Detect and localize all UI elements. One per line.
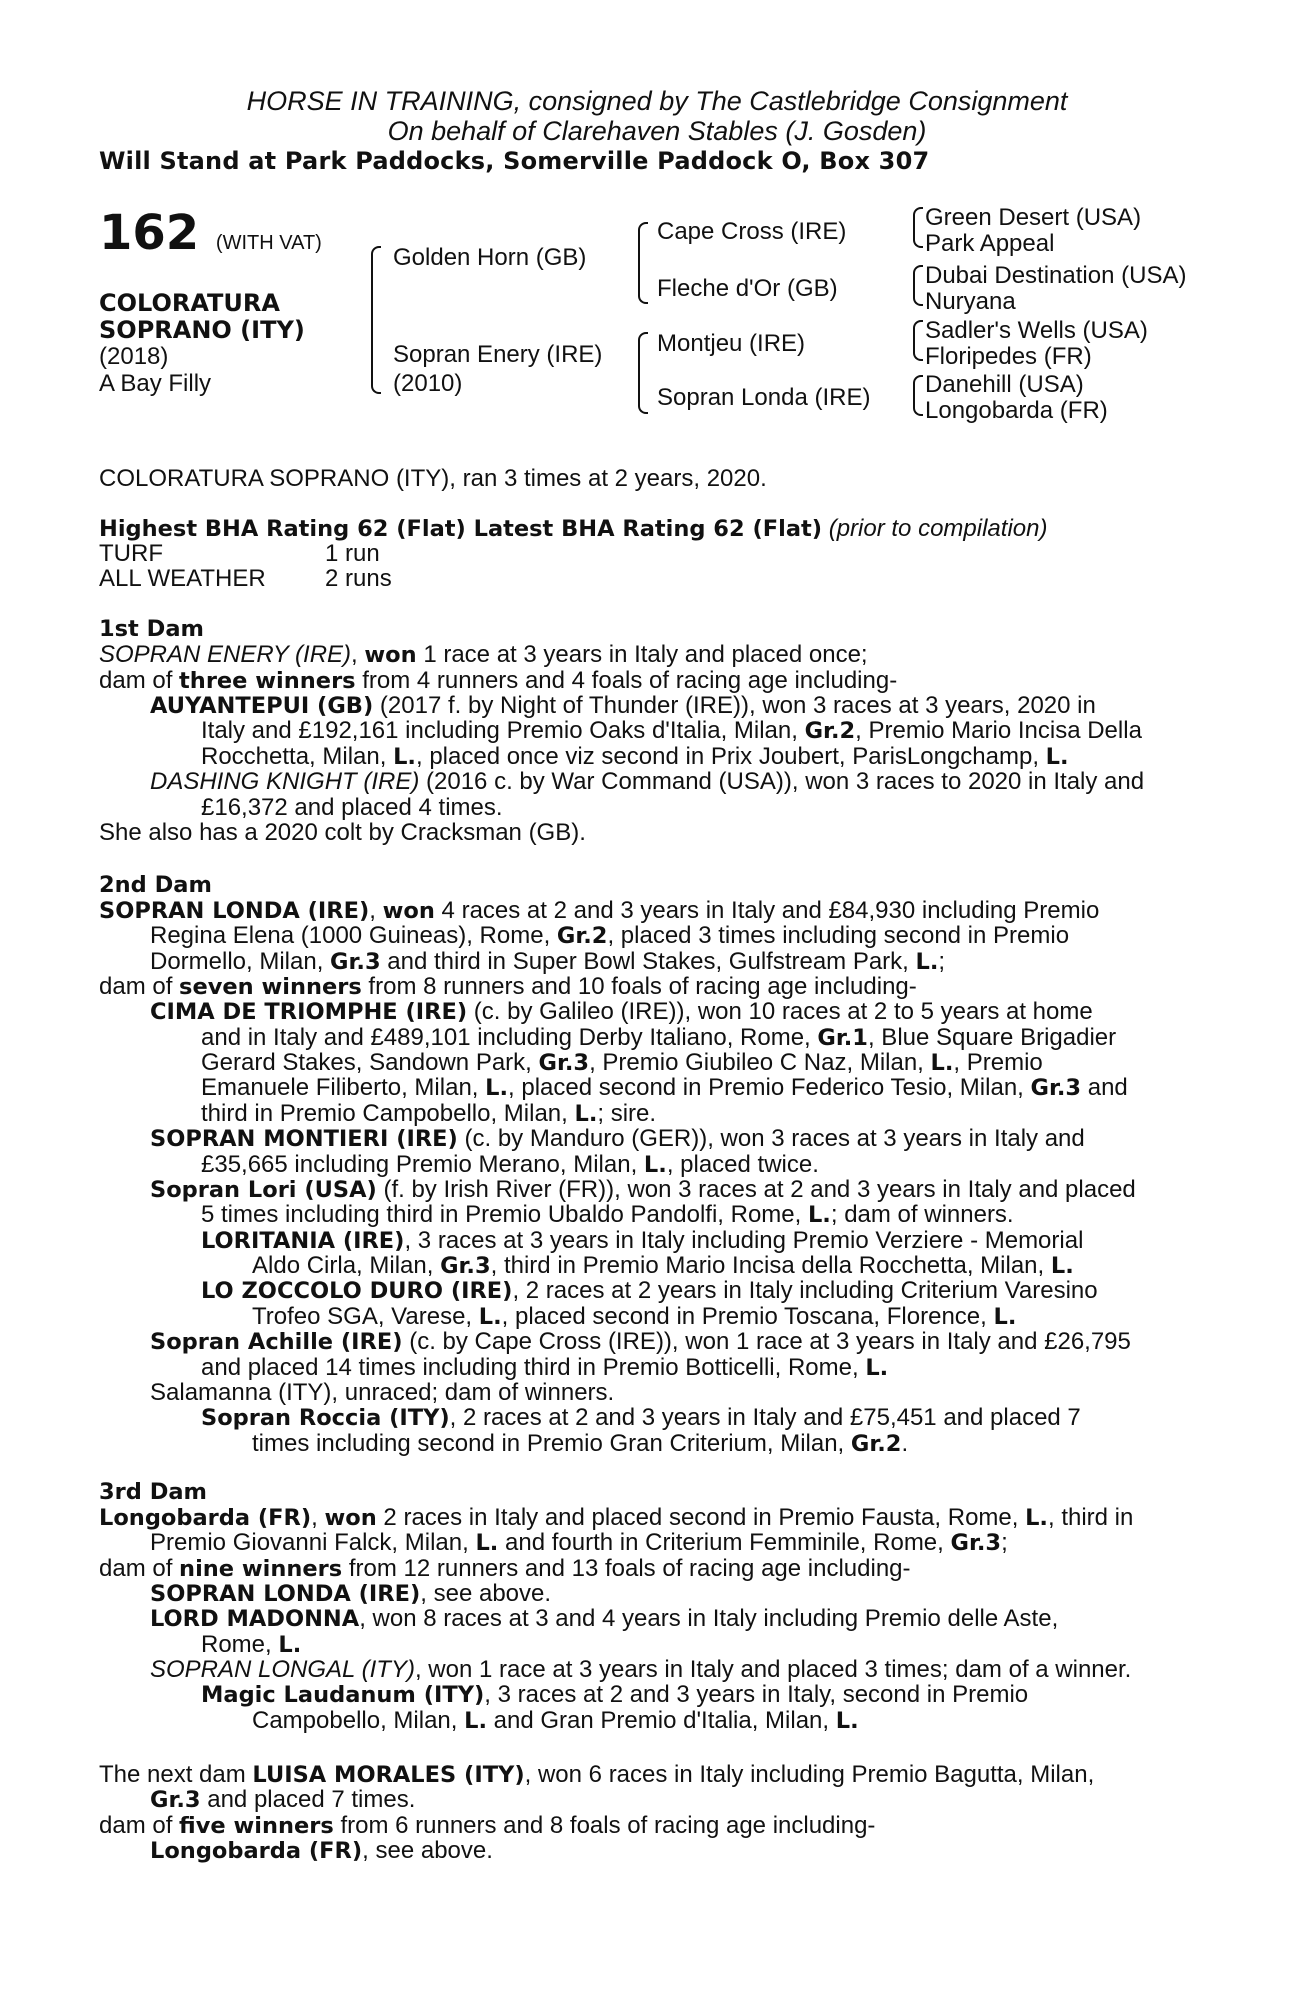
text-span: (2016 c. by War Command (USA)), won 3 races to 2020 in Italy and [419,768,1145,795]
text-span: dam of [99,1555,180,1582]
sire: Golden Horn (GB) [393,244,587,271]
text-line [201,1202,1014,1229]
sire-sire: Cape Cross (IRE) [657,218,847,245]
next-dam-line [99,1762,1094,1789]
text-span: SOPRAN MONTIERI (IRE) [150,1126,458,1152]
text-span: SOPRAN LONDA (IRE) [150,1581,421,1607]
brace-ss [913,207,923,248]
text-span: from 12 runners and 13 foals of racing age including- [342,1555,911,1582]
text-span: third in Premio Campobello, Milan, [201,1100,575,1127]
text-span: LORD MADONNA [150,1606,360,1632]
text-span: , see above. [420,1580,552,1607]
text-span: (2017 f. by Night of Thunder (IRE)), won 3 races at 3 years, 2020 in [373,692,1096,719]
produce-entry [150,1177,1136,1204]
text-span: Rocchetta, Milan, [201,743,394,770]
text-span: , 3 races at 2 and 3 years in Italy, second in Premio [484,1681,1029,1708]
text-span: , placed second in Premio Federico Tesio, Milan, [508,1074,1031,1101]
text-span: from 6 runners and 8 foals of racing age including- [333,1812,876,1839]
text-span: L. [478,1304,502,1330]
produce-entry [150,1606,1058,1633]
text-span: . [901,1430,909,1457]
rating-note: (prior to compilation) [828,515,1048,542]
text-line [150,949,945,976]
first-dam-line [99,642,868,669]
text-line [201,1050,1043,1077]
text-span: LO ZOCCOLO DURO (IRE) [201,1278,513,1304]
sire-dam: Fleche d'Or (GB) [657,275,838,302]
text-span: Dormello, Milan, [150,948,331,975]
text-span: SOPRAN LONGAL (ITY) [150,1656,415,1683]
brace-sd [913,265,923,306]
text-span: , 2 races at 2 years in Italy including Criterium Varesino [512,1277,1098,1304]
text-span: Sopran Roccia (ITY) [201,1405,450,1431]
text-span: , [351,641,365,668]
text-span: Premio Giovanni Falck, Milan, [150,1529,476,1556]
text-span: Gr.3 [150,1787,201,1813]
dam-dam-sire: Danehill (USA) [925,371,1084,398]
text-span: and in Italy and £489,101 including Derby Italiano, Rome, [201,1024,818,1051]
text-line [99,1556,911,1583]
sire-sire-dam: Park Appeal [925,230,1055,257]
text-span: LUISA MORALES (ITY) [252,1762,525,1788]
text-span: , placed 3 times including second in Premio [607,922,1070,949]
text-span: L. [464,1708,487,1734]
text-span: five winners [179,1813,334,1839]
text-span: Longobarda (FR) [99,1505,312,1531]
dam-sire: Montjeu (IRE) [657,330,806,357]
bha-rating [99,515,1047,543]
text-span: L. [485,1075,509,1101]
text-span: Sopran Achille (IRE) [150,1329,403,1355]
text-span: , Premio Giubileo C Naz, Milan, [589,1049,931,1076]
text-span: (c. by Galileo (IRE)), won 10 races at 2 to 5 years at home [467,998,1093,1025]
text-span: Gr.3 [950,1530,1002,1556]
dam-dam-dam: Longobarda (FR) [925,397,1108,424]
text-span: times including second in Premio Gran Criterium, Milan, [252,1430,851,1457]
produce-entry [201,1405,1081,1432]
text-span: (c. by Manduro (GER)), won 3 races at 3 years in Italy and [457,1125,1085,1152]
dam-brace [638,332,648,414]
text-span: The next dam [99,1761,253,1788]
sire-sire-sire: Green Desert (USA) [925,204,1142,231]
text-line [99,1813,875,1840]
text-span: Gr.2 [804,718,856,744]
text-span: £35,665 including Premio Merano, Milan, [201,1151,644,1178]
text-line [252,1708,859,1735]
text-span: , Premio [953,1049,1043,1076]
horse-year: (2018) [99,343,169,370]
sire-dam-dam: Nuryana [925,288,1016,315]
text-span: from 4 runners and 4 foals of racing age including- [355,667,898,694]
produce-entry [150,999,1093,1026]
text-span: Regina Elena (1000 Guineas), Rome, [150,922,557,949]
sire-dam-sire: Dubai Destination (USA) [925,262,1187,289]
text-span: Gerard Stakes, Sandown Park, [201,1049,539,1076]
section-heading: 3rd Dam [99,1479,207,1505]
text-span: Gr.3 [1030,1075,1082,1101]
text-span: ; [938,948,946,975]
section-heading: 2nd Dam [99,872,212,898]
text-span: and fourth in Criterium Femminile, Rome, [498,1529,951,1556]
text-span: ; [1001,1529,1008,1556]
horse-name-line2: SOPRANO (ITY) [99,316,305,344]
turf-label: TURF [99,540,163,567]
turf-value: 1 run [325,540,380,567]
section-heading: 1st Dam [99,616,204,642]
dam-year: (2010) [393,370,463,397]
text-span: Gr.3 [330,949,381,975]
text-span: and third in Super Bowl Stakes, Gulfstream Park, [380,948,916,975]
horse-description: A Bay Filly [99,370,212,397]
text-span: Trofeo SGA, Varese, [252,1303,479,1330]
text-span: L. [807,1202,831,1228]
text-span: from 8 runners and 10 foals of racing age including- [361,973,917,1000]
text-span: , Blue Square Brigadier [867,1024,1117,1051]
text-span: seven winners [179,974,362,1000]
text-span: (c. by Cape Cross (IRE)), won 1 race at 3 years in Italy and £26,795 [402,1328,1131,1355]
text-span: L. [475,1530,499,1556]
dam-name: SOPRAN ENERY (IRE) [99,641,352,668]
text-span: , 2 races at 2 and 3 years in Italy and £75,451 and placed 7 [449,1404,1081,1431]
text-span: DASHING KNIGHT (IRE) [150,768,420,795]
horse-name [99,290,305,344]
stand-location: Will Stand at Park Paddocks, Somerville Paddock O, Box 307 [99,147,930,175]
text-span: , placed once viz second in Prix Joubert, ParisLongchamp, [415,743,1046,770]
text-span: Rome, [201,1631,279,1658]
text-span: L. [865,1355,889,1381]
text-span: three winners [179,668,356,694]
sire-brace [638,222,648,304]
text-span: 1 race at 3 years in Italy and placed once; [416,641,868,668]
text-span: ; dam of winners. [830,1201,1014,1228]
text-span: CIMA DE TRIOMPHE (IRE) [150,999,468,1025]
first-dam-produce-line [99,668,897,695]
produce-entry [150,1329,1131,1356]
text-span: , see above. [362,1837,493,1864]
produce-entry-cont: £16,372 and placed 4 times. [201,794,503,821]
vat-note: (WITH VAT) [215,232,322,254]
text-span: Aldo Cirla, Milan, [252,1252,441,1279]
text-span: , [311,1504,325,1531]
text-line [201,1152,819,1179]
text-span: AUYANTEPUI (GB) [150,693,374,719]
text-span: L. [1045,744,1069,770]
text-span: won [382,898,435,924]
text-line [201,1101,656,1128]
text-span: Magic Laudanum (ITY) [201,1682,485,1708]
text-span: Gr.3 [440,1253,491,1279]
text-span: dam of [99,667,180,694]
text-line [99,974,917,1001]
text-span: ; sire. [597,1100,657,1127]
text-span: , third in [1047,1504,1134,1531]
produce-entry [150,1657,1131,1683]
text-span: , placed twice. [666,1151,819,1178]
text-span: (f. by Irish River (FR)), won 3 races at 2 and 3 years in Italy and placed [376,1176,1136,1203]
text-span: L. [643,1152,667,1178]
produce-entry [201,1228,1083,1255]
horse-details [99,343,211,397]
text-line [201,1025,1116,1052]
text-span: dam of [99,1812,180,1839]
text-span: won [364,642,417,668]
pedigree-brace [371,246,381,394]
dam: Sopran Enery (IRE) [393,341,603,368]
brace-dd [913,375,923,416]
text-span: L. [930,1050,954,1076]
text-span: , won 8 races at 3 and 4 years in Italy including Premio delle Aste, [359,1605,1059,1632]
produce-entry [150,1126,1085,1153]
text-line [150,1787,415,1814]
text-span: , won 6 races in Italy including Premio Bagutta, Milan, [524,1761,1095,1788]
horse-name-line1: COLORATURA [99,289,280,317]
also-note: She also has a 2020 colt by Cracksman (GB). [99,819,586,846]
text-line [201,1355,888,1382]
text-span: 5 times including third in Premio Ubaldo Pandolfi, Rome, [201,1201,808,1228]
text-span: Gr.2 [850,1431,902,1457]
text-span: 4 races at 2 and 3 years in Italy and £84,930 including Premio [434,897,1100,924]
text-line [201,1075,1128,1102]
produce-entry [201,1682,1028,1709]
produce-entry-cont [201,718,1142,745]
text-span: , third in Premio Mario Incisa della Rocchetta, Milan, [490,1252,1051,1279]
lot-number [99,205,322,261]
text-span: Emanuele Filiberto, Milan, [201,1074,486,1101]
aw-value: 2 runs [325,565,392,592]
produce-entry: Salamanna (ITY), unraced; dam of winners. [150,1379,615,1406]
text-line [252,1253,1074,1280]
produce-entry [150,1838,493,1865]
text-span: SOPRAN LONDA (IRE) [99,898,370,924]
bha-rating-text: Highest BHA Rating 62 (Flat) Latest BHA Rating 62 (Flat) [99,516,823,542]
brace-ds [913,320,923,361]
text-span: Gr.3 [538,1050,590,1076]
second-dam-line [99,898,1099,925]
text-span: LORITANIA (IRE) [201,1228,405,1254]
text-line [150,923,1069,950]
text-span: Italy and £192,161 including Premio Oaks d'Italia, Milan, [201,717,805,744]
produce-entry [150,1581,551,1608]
text-line [252,1304,1016,1331]
text-line [201,1632,301,1659]
text-span: and Gran Premio d'Italia, Milan, [487,1707,836,1734]
text-span: , [369,897,383,924]
text-span: L. [993,1304,1017,1330]
produce-entry-cont [201,744,1069,771]
on-behalf-line: On behalf of Clarehaven Stables (J. Gosden) [387,116,927,146]
text-span: L. [915,949,939,975]
dam-sire-dam: Floripedes (FR) [925,343,1092,370]
text-span: L. [835,1708,859,1734]
third-dam-line [99,1505,1133,1532]
text-span: nine winners [179,1556,343,1582]
consignor-line: HORSE IN TRAINING, consigned by The Castlebridge Consignment [246,86,1068,116]
aw-label: ALL WEATHER [99,565,266,592]
text-span: , Premio Mario Incisa Della [855,717,1142,744]
dam-sire-sire: Sadler's Wells (USA) [925,317,1148,344]
produce-entry [150,769,1144,795]
text-line [252,1431,908,1458]
text-span: and [1081,1074,1128,1101]
text-span: and placed 14 times including third in Premio Botticelli, Rome, [201,1354,866,1381]
text-span: L. [393,744,416,770]
text-span: L. [1050,1253,1074,1279]
text-span: L. [1025,1505,1048,1531]
text-span: Gr.2 [556,923,608,949]
race-summary: COLORATURA SOPRANO (ITY), ran 3 times at 2 years, 2020. [99,465,767,492]
lot-number-value: 162 [99,205,200,261]
text-span: Sopran Lori (USA) [150,1177,377,1203]
text-span: L. [278,1632,302,1658]
text-span: Campobello, Milan, [252,1707,465,1734]
text-span: , won 1 race at 3 years in Italy and placed 3 times; dam of a winner. [414,1656,1132,1683]
dam-dam: Sopran Londa (IRE) [657,384,871,411]
text-span: and placed 7 times. [200,1786,416,1813]
text-span: dam of [99,973,180,1000]
produce-entry [150,693,1096,720]
text-span: won [324,1505,377,1531]
text-span: 2 races in Italy and placed second in Premio Fausta, Rome, [376,1504,1026,1531]
text-span: , placed second in Premio Toscana, Florence, [501,1303,994,1330]
text-span: Longobarda (FR) [150,1838,363,1864]
text-span: L. [574,1101,598,1127]
text-span: , 3 races at 3 years in Italy including Premio Verziere - Memorial [404,1227,1084,1254]
text-span: Gr.1 [817,1025,868,1051]
text-line [150,1530,1008,1557]
produce-entry [201,1278,1098,1305]
